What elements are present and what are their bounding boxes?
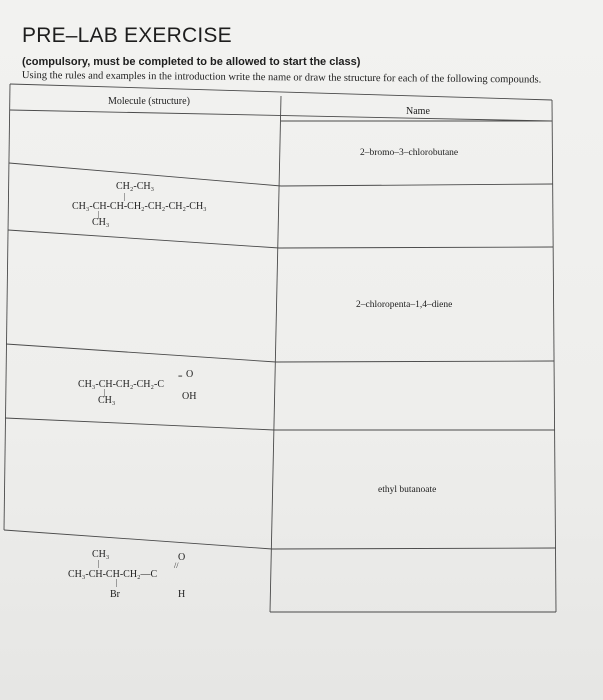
- structure-row4-main: CH₃-CH-CH₂-CH₂-C: [78, 379, 165, 390]
- structure-row6-o: O: [178, 552, 186, 563]
- name-cell-row1: 2–bromo–3–chlorobutane: [360, 148, 459, 158]
- structure-row6-main: CH₃-CH-CH-CH₂—C: [68, 569, 158, 580]
- column-header-molecule: Molecule (structure): [108, 96, 190, 107]
- bond-mark: |: [116, 578, 118, 587]
- structure-row2-bottom: CH₃: [92, 217, 110, 228]
- double-bond-mark: //: [174, 561, 179, 570]
- column-header-name: Name: [406, 106, 430, 117]
- structure-row6-bottom: Br: [110, 589, 120, 600]
- double-bond-mark: =: [178, 372, 183, 381]
- page-title: PRE–LAB EXERCISE: [22, 24, 232, 47]
- bond-mark: |: [98, 210, 100, 219]
- structure-row6-top: CH₃: [92, 549, 110, 560]
- structure-row2-main: CH₃-CH-CH-CH₂-CH₂-CH₂-CH₃: [72, 201, 207, 212]
- name-cell-row5: ethyl butanoate: [378, 485, 437, 495]
- structure-row4-bottom: CH₃: [98, 395, 116, 406]
- bond-mark: |: [98, 559, 100, 568]
- structure-row4-o: O: [186, 369, 194, 380]
- page-subtitle: (compulsory, must be completed to be allowed to start the class): [22, 56, 361, 68]
- name-cell-row3: 2–chloropenta–1,4–diene: [356, 300, 453, 310]
- structure-row4-oh: OH: [182, 391, 197, 402]
- bond-mark: |: [104, 388, 106, 397]
- structure-row2-top: CH₂-CH₃: [116, 181, 155, 192]
- instructions-text: Using the rules and examples in the introduction write the name or draw the structure for each of the following compounds.: [21, 70, 542, 86]
- bond-mark: |: [124, 192, 126, 201]
- structure-row6-h: H: [178, 589, 186, 600]
